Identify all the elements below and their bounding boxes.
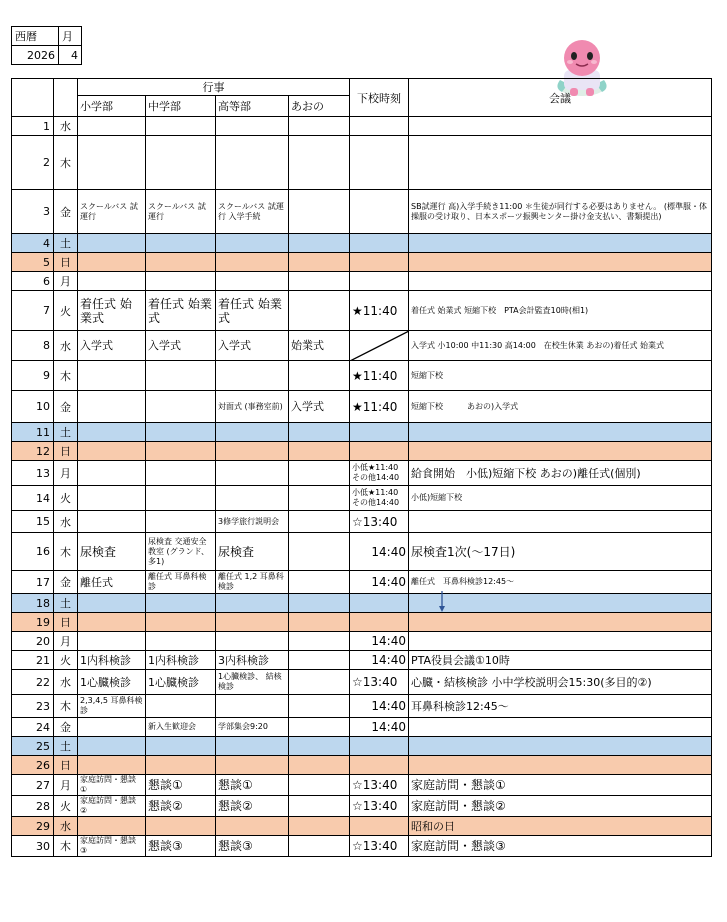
- elementary-event-cell[interactable]: [78, 136, 146, 190]
- year-value[interactable]: 2026: [12, 46, 59, 65]
- meeting-cell[interactable]: 耳鼻科検診12:45～: [409, 695, 712, 718]
- senior-event-cell[interactable]: [216, 461, 289, 486]
- elementary-event-cell[interactable]: [78, 718, 146, 737]
- weekday: 土: [54, 594, 78, 613]
- day-number: 28: [12, 796, 54, 817]
- weekday: 水: [54, 331, 78, 361]
- junior-event-cell[interactable]: 懇談③: [146, 836, 216, 857]
- weekday: 日: [54, 613, 78, 632]
- junior-event-cell[interactable]: 1内科検診: [146, 651, 216, 670]
- elementary-event-cell[interactable]: [78, 234, 146, 253]
- elementary-event-cell[interactable]: [78, 594, 146, 613]
- calendar-row: [12, 533, 712, 571]
- senior-event-cell[interactable]: [216, 136, 289, 190]
- weekday: 土: [54, 737, 78, 756]
- calendar-row: [12, 695, 712, 718]
- dismissal-time-cell[interactable]: [350, 136, 409, 190]
- aono-event-cell[interactable]: [289, 511, 350, 533]
- meeting-cell[interactable]: [409, 511, 712, 533]
- meeting-cell[interactable]: 家庭訪問・懇談③: [409, 836, 712, 857]
- junior-event-cell[interactable]: [146, 461, 216, 486]
- day-number: 4: [12, 234, 54, 253]
- meeting-cell[interactable]: 心臓・結核検診 小中学校説明会15:30(多目的②): [409, 670, 712, 695]
- aono-event-cell[interactable]: 入学式: [289, 391, 350, 423]
- aono-event-cell[interactable]: [289, 613, 350, 632]
- weekday: 水: [54, 511, 78, 533]
- senior-event-cell[interactable]: 対面式 (事務室前): [216, 391, 289, 423]
- senior-event-cell[interactable]: [216, 361, 289, 391]
- day-number: 11: [12, 423, 54, 442]
- elementary-event-cell[interactable]: 離任式: [78, 571, 146, 594]
- senior-event-cell[interactable]: [216, 695, 289, 718]
- header-events: 行事: [78, 79, 350, 96]
- day-number: 30: [12, 836, 54, 857]
- junior-event-cell[interactable]: [146, 695, 216, 718]
- calendar-row: [12, 117, 712, 136]
- meeting-cell[interactable]: 給食開始 小低)短縮下校 あおの)離任式(個別): [409, 461, 712, 486]
- day-number: 15: [12, 511, 54, 533]
- weekday: 日: [54, 756, 78, 775]
- junior-event-cell[interactable]: [146, 442, 216, 461]
- day-number: 9: [12, 361, 54, 391]
- junior-event-cell[interactable]: 懇談①: [146, 775, 216, 796]
- senior-event-cell[interactable]: 懇談③: [216, 836, 289, 857]
- aono-event-cell[interactable]: [289, 442, 350, 461]
- dismissal-time-cell[interactable]: ☆13:40: [350, 796, 409, 817]
- junior-event-cell[interactable]: [146, 423, 216, 442]
- aono-event-cell[interactable]: [289, 632, 350, 651]
- dismissal-time-cell[interactable]: [350, 817, 409, 836]
- elementary-event-cell[interactable]: [78, 737, 146, 756]
- senior-event-cell[interactable]: [216, 613, 289, 632]
- senior-event-cell[interactable]: 懇談①: [216, 775, 289, 796]
- day-number: 2: [12, 136, 54, 190]
- weekday: 土: [54, 234, 78, 253]
- aono-event-cell[interactable]: [289, 670, 350, 695]
- aono-event-cell[interactable]: [289, 253, 350, 272]
- weekday: 月: [54, 461, 78, 486]
- elementary-event-cell[interactable]: 家庭訪問・懇談②: [78, 796, 146, 817]
- junior-event-cell[interactable]: [146, 136, 216, 190]
- senior-event-cell[interactable]: 3修学旅行説明会: [216, 511, 289, 533]
- diagonal-slash-icon: [350, 331, 409, 361]
- calendar-row: [12, 272, 712, 291]
- calendar-row: [12, 442, 712, 461]
- meeting-cell[interactable]: 小低)短縮下校: [409, 486, 712, 511]
- junior-event-cell[interactable]: [146, 756, 216, 775]
- elementary-event-cell[interactable]: [78, 423, 146, 442]
- aono-event-cell[interactable]: [289, 756, 350, 775]
- meeting-cell[interactable]: 家庭訪問・懇談②: [409, 796, 712, 817]
- day-number: 5: [12, 253, 54, 272]
- elementary-event-cell[interactable]: 1心臓検診: [78, 670, 146, 695]
- day-number: 13: [12, 461, 54, 486]
- senior-event-cell[interactable]: 懇談②: [216, 796, 289, 817]
- junior-event-cell[interactable]: 着任式 始業式: [146, 291, 216, 331]
- day-number: 7: [12, 291, 54, 331]
- junior-event-cell[interactable]: [146, 511, 216, 533]
- calendar-row: [12, 594, 712, 613]
- calendar-row: [12, 423, 712, 442]
- calendar-row: [12, 391, 712, 423]
- meeting-cell[interactable]: [409, 442, 712, 461]
- aono-event-cell[interactable]: [289, 651, 350, 670]
- junior-event-cell[interactable]: スクールバス 試運行: [146, 190, 216, 234]
- meeting-cell[interactable]: 入学式 小10:00 中11:30 高14:00 在校生休業 あおの)着任式 始業式: [409, 331, 712, 361]
- senior-event-cell[interactable]: [216, 817, 289, 836]
- meeting-cell[interactable]: 離任式 耳鼻科検診12:45～: [409, 571, 712, 594]
- weekday: 金: [54, 391, 78, 423]
- weekday: 月: [54, 272, 78, 291]
- dismissal-time-cell[interactable]: ★11:40: [350, 361, 409, 391]
- weekday: 水: [54, 817, 78, 836]
- elementary-event-cell[interactable]: [78, 486, 146, 511]
- month-value[interactable]: 4: [59, 46, 82, 65]
- aono-event-cell[interactable]: [289, 836, 350, 857]
- junior-event-cell[interactable]: 懇談②: [146, 796, 216, 817]
- senior-event-cell[interactable]: スクールバス 試運行 入学手続: [216, 190, 289, 234]
- elementary-event-cell[interactable]: [78, 632, 146, 651]
- elementary-event-cell[interactable]: [78, 442, 146, 461]
- senior-event-cell[interactable]: 学部集会9:20: [216, 718, 289, 737]
- weekday: 火: [54, 291, 78, 331]
- elementary-event-cell[interactable]: [78, 511, 146, 533]
- calendar-row: [12, 775, 712, 796]
- calendar-row: [12, 632, 712, 651]
- dismissal-time-cell[interactable]: [350, 331, 409, 361]
- weekday: 火: [54, 486, 78, 511]
- elementary-event-cell[interactable]: [78, 461, 146, 486]
- year-month-box: [11, 26, 82, 65]
- meeting-cell[interactable]: PTA役員会議①10時: [409, 651, 712, 670]
- aono-event-cell[interactable]: [289, 117, 350, 136]
- junior-event-cell[interactable]: [146, 594, 216, 613]
- weekday: 水: [54, 670, 78, 695]
- senior-event-cell[interactable]: [216, 737, 289, 756]
- senior-event-cell[interactable]: 着任式 始業式: [216, 291, 289, 331]
- dismissal-time-cell[interactable]: 14:40: [350, 695, 409, 718]
- day-number: 3: [12, 190, 54, 234]
- weekday: 木: [54, 695, 78, 718]
- day-number: 18: [12, 594, 54, 613]
- aono-event-cell[interactable]: [289, 775, 350, 796]
- senior-event-cell[interactable]: [216, 253, 289, 272]
- weekday: 土: [54, 423, 78, 442]
- day-number: 17: [12, 571, 54, 594]
- elementary-event-cell[interactable]: [78, 756, 146, 775]
- junior-event-cell[interactable]: 1心臓検診: [146, 670, 216, 695]
- day-number: 6: [12, 272, 54, 291]
- calendar-row: [12, 361, 712, 391]
- day-number: 22: [12, 670, 54, 695]
- junior-event-cell[interactable]: [146, 272, 216, 291]
- meeting-cell[interactable]: [409, 272, 712, 291]
- calendar-row: [12, 253, 712, 272]
- calendar-row: [12, 136, 712, 190]
- aono-event-cell[interactable]: [289, 695, 350, 718]
- calendar-row: [12, 234, 712, 253]
- meeting-cell[interactable]: 家庭訪問・懇談①: [409, 775, 712, 796]
- arrow-down-icon: [438, 591, 446, 613]
- dismissal-time-cell[interactable]: ★11:40: [350, 391, 409, 423]
- elementary-event-cell[interactable]: [78, 817, 146, 836]
- header-day: [12, 79, 54, 117]
- senior-event-cell[interactable]: [216, 632, 289, 651]
- meeting-cell[interactable]: 尿検査1次(～17日): [409, 533, 712, 571]
- aono-event-cell[interactable]: [289, 423, 350, 442]
- elementary-event-cell[interactable]: 1内科検診: [78, 651, 146, 670]
- aono-event-cell[interactable]: [289, 486, 350, 511]
- aono-event-cell[interactable]: [289, 291, 350, 331]
- day-number: 25: [12, 737, 54, 756]
- calendar-row: [12, 756, 712, 775]
- dismissal-time-cell[interactable]: 14:40: [350, 632, 409, 651]
- weekday: 木: [54, 533, 78, 571]
- weekday: 月: [54, 632, 78, 651]
- dismissal-time-cell[interactable]: [350, 234, 409, 253]
- weekday: 日: [54, 442, 78, 461]
- weekday: 木: [54, 836, 78, 857]
- header-meeting: 会議: [409, 79, 712, 117]
- calendar-row: [12, 718, 712, 737]
- calendar-row: [12, 651, 712, 670]
- day-number: 23: [12, 695, 54, 718]
- weekday: 木: [54, 136, 78, 190]
- aono-event-cell[interactable]: [289, 817, 350, 836]
- aono-event-cell[interactable]: [289, 533, 350, 571]
- junior-event-cell[interactable]: 離任式 耳鼻科検診: [146, 571, 216, 594]
- meeting-cell[interactable]: 昭和の日: [409, 817, 712, 836]
- month-label: 月: [59, 27, 82, 46]
- elementary-event-cell[interactable]: 入学式: [78, 331, 146, 361]
- aono-event-cell[interactable]: [289, 136, 350, 190]
- junior-event-cell[interactable]: [146, 486, 216, 511]
- dismissal-time-cell[interactable]: ☆13:40: [350, 775, 409, 796]
- header-junior: 中学部: [146, 96, 216, 117]
- dismissal-time-cell[interactable]: 小低★11:40 その他14:40: [350, 486, 409, 511]
- weekday: 水: [54, 117, 78, 136]
- weekday: 月: [54, 775, 78, 796]
- meeting-cell[interactable]: [409, 632, 712, 651]
- elementary-event-cell[interactable]: [78, 391, 146, 423]
- dismissal-time-cell[interactable]: 14:40: [350, 651, 409, 670]
- aono-event-cell[interactable]: [289, 361, 350, 391]
- weekday: 金: [54, 718, 78, 737]
- senior-event-cell[interactable]: [216, 423, 289, 442]
- senior-event-cell[interactable]: [216, 272, 289, 291]
- meeting-cell[interactable]: 着任式 始業式 短縮下校 PTA会計監査10時(相1): [409, 291, 712, 331]
- elementary-event-cell[interactable]: 尿検査: [78, 533, 146, 571]
- day-number: 26: [12, 756, 54, 775]
- aono-event-cell[interactable]: [289, 594, 350, 613]
- calendar-row: [12, 486, 712, 511]
- elementary-event-cell[interactable]: [78, 272, 146, 291]
- header-elementary: 小学部: [78, 96, 146, 117]
- dismissal-time-cell[interactable]: [350, 117, 409, 136]
- calendar-row: [12, 571, 712, 594]
- junior-event-cell[interactable]: [146, 737, 216, 756]
- elementary-event-cell[interactable]: 着任式 始業式: [78, 291, 146, 331]
- meeting-cell[interactable]: [409, 756, 712, 775]
- junior-event-cell[interactable]: [146, 817, 216, 836]
- calendar-row: [12, 461, 712, 486]
- day-number: 1: [12, 117, 54, 136]
- calendar-row: [12, 737, 712, 756]
- era-label: 西暦: [12, 27, 59, 46]
- elementary-event-cell[interactable]: 家庭訪問・懇談③: [78, 836, 146, 857]
- aono-event-cell[interactable]: [289, 234, 350, 253]
- aono-event-cell[interactable]: [289, 190, 350, 234]
- dismissal-time-cell[interactable]: [350, 423, 409, 442]
- aono-event-cell[interactable]: [289, 461, 350, 486]
- day-number: 27: [12, 775, 54, 796]
- junior-event-cell[interactable]: [146, 632, 216, 651]
- junior-event-cell[interactable]: [146, 253, 216, 272]
- junior-event-cell[interactable]: [146, 234, 216, 253]
- elementary-event-cell[interactable]: 2,3,4,5 耳鼻科検診: [78, 695, 146, 718]
- meeting-cell[interactable]: [409, 234, 712, 253]
- dismissal-time-cell[interactable]: 小低★11:40 その他14:40: [350, 461, 409, 486]
- aono-event-cell[interactable]: [289, 272, 350, 291]
- calendar-row: [12, 796, 712, 817]
- meeting-cell[interactable]: 短縮下校: [409, 361, 712, 391]
- calendar-row: [12, 511, 712, 533]
- meeting-cell[interactable]: [409, 253, 712, 272]
- weekday: 金: [54, 190, 78, 234]
- junior-event-cell[interactable]: 新入生歓迎会: [146, 718, 216, 737]
- senior-event-cell[interactable]: 尿検査: [216, 533, 289, 571]
- weekday: 日: [54, 253, 78, 272]
- elementary-event-cell[interactable]: [78, 117, 146, 136]
- day-number: 12: [12, 442, 54, 461]
- calendar-row: [12, 670, 712, 695]
- elementary-event-cell[interactable]: [78, 613, 146, 632]
- junior-event-cell[interactable]: [146, 361, 216, 391]
- senior-event-cell[interactable]: [216, 234, 289, 253]
- day-number: 21: [12, 651, 54, 670]
- aono-event-cell[interactable]: [289, 796, 350, 817]
- weekday: 木: [54, 361, 78, 391]
- day-number: 20: [12, 632, 54, 651]
- elementary-event-cell[interactable]: [78, 361, 146, 391]
- day-number: 19: [12, 613, 54, 632]
- day-number: 16: [12, 533, 54, 571]
- meeting-cell[interactable]: [409, 117, 712, 136]
- header-aono: あおの: [289, 96, 350, 117]
- aono-event-cell[interactable]: [289, 571, 350, 594]
- header-senior: 高等部: [216, 96, 289, 117]
- dismissal-time-cell[interactable]: 14:40: [350, 718, 409, 737]
- meeting-cell[interactable]: [409, 737, 712, 756]
- dismissal-time-cell[interactable]: 14:40: [350, 571, 409, 594]
- calendar-row: [12, 817, 712, 836]
- elementary-event-cell[interactable]: スクールバス 試運行: [78, 190, 146, 234]
- weekday: 金: [54, 571, 78, 594]
- aono-event-cell[interactable]: 始業式: [289, 331, 350, 361]
- dismissal-time-cell[interactable]: 14:40: [350, 533, 409, 571]
- junior-event-cell[interactable]: [146, 117, 216, 136]
- meeting-cell[interactable]: [409, 136, 712, 190]
- senior-event-cell[interactable]: 3内科検診: [216, 651, 289, 670]
- header-dismissal: 下校時刻: [350, 79, 409, 117]
- dismissal-time-cell[interactable]: ☆13:40: [350, 836, 409, 857]
- senior-event-cell[interactable]: [216, 594, 289, 613]
- meeting-cell[interactable]: [409, 718, 712, 737]
- dismissal-time-cell[interactable]: [350, 190, 409, 234]
- dismissal-time-cell[interactable]: ☆13:40: [350, 511, 409, 533]
- dismissal-time-cell[interactable]: [350, 272, 409, 291]
- dismissal-time-cell[interactable]: [350, 737, 409, 756]
- meeting-cell[interactable]: [409, 594, 712, 613]
- junior-event-cell[interactable]: 入学式: [146, 331, 216, 361]
- calendar-row: [12, 836, 712, 857]
- meeting-cell[interactable]: SB試運行 高)入学手続き11:00 ＊生徒が同行する必要はありません。 (標準服・体操服の受け取り、日本スポーツ振興センター掛け金支払い、書類提出): [409, 190, 712, 234]
- dismissal-time-cell[interactable]: ★11:40: [350, 291, 409, 331]
- monthly-calendar-table: [11, 78, 712, 857]
- senior-event-cell[interactable]: 入学式: [216, 331, 289, 361]
- senior-event-cell[interactable]: 1心臓検診、 結核検診: [216, 670, 289, 695]
- junior-event-cell[interactable]: 尿検査 交通安全教室 (グランド、多1): [146, 533, 216, 571]
- elementary-event-cell[interactable]: 家庭訪問・懇談①: [78, 775, 146, 796]
- senior-event-cell[interactable]: [216, 442, 289, 461]
- day-number: 29: [12, 817, 54, 836]
- senior-event-cell[interactable]: [216, 117, 289, 136]
- elementary-event-cell[interactable]: [78, 253, 146, 272]
- calendar-row: [12, 291, 712, 331]
- header-weekday: [54, 79, 78, 117]
- meeting-cell[interactable]: [409, 423, 712, 442]
- senior-event-cell[interactable]: [216, 486, 289, 511]
- aono-event-cell[interactable]: [289, 718, 350, 737]
- dismissal-time-cell[interactable]: [350, 594, 409, 613]
- meeting-cell[interactable]: 短縮下校 あおの)入学式: [409, 391, 712, 423]
- calendar-row: [12, 190, 712, 234]
- weekday: 火: [54, 796, 78, 817]
- calendar-row: [12, 613, 712, 632]
- junior-event-cell[interactable]: [146, 391, 216, 423]
- calendar-row: [12, 331, 712, 361]
- day-number: 8: [12, 331, 54, 361]
- junior-event-cell[interactable]: [146, 613, 216, 632]
- day-number: 14: [12, 486, 54, 511]
- dismissal-time-cell[interactable]: [350, 613, 409, 632]
- dismissal-time-cell[interactable]: [350, 442, 409, 461]
- weekday: 火: [54, 651, 78, 670]
- senior-event-cell[interactable]: [216, 756, 289, 775]
- senior-event-cell[interactable]: 離任式 1,2 耳鼻科検診: [216, 571, 289, 594]
- day-number: 24: [12, 718, 54, 737]
- dismissal-time-cell[interactable]: [350, 253, 409, 272]
- day-number: 10: [12, 391, 54, 423]
- meeting-cell[interactable]: [409, 613, 712, 632]
- aono-event-cell[interactable]: [289, 737, 350, 756]
- dismissal-time-cell[interactable]: [350, 756, 409, 775]
- dismissal-time-cell[interactable]: ☆13:40: [350, 670, 409, 695]
